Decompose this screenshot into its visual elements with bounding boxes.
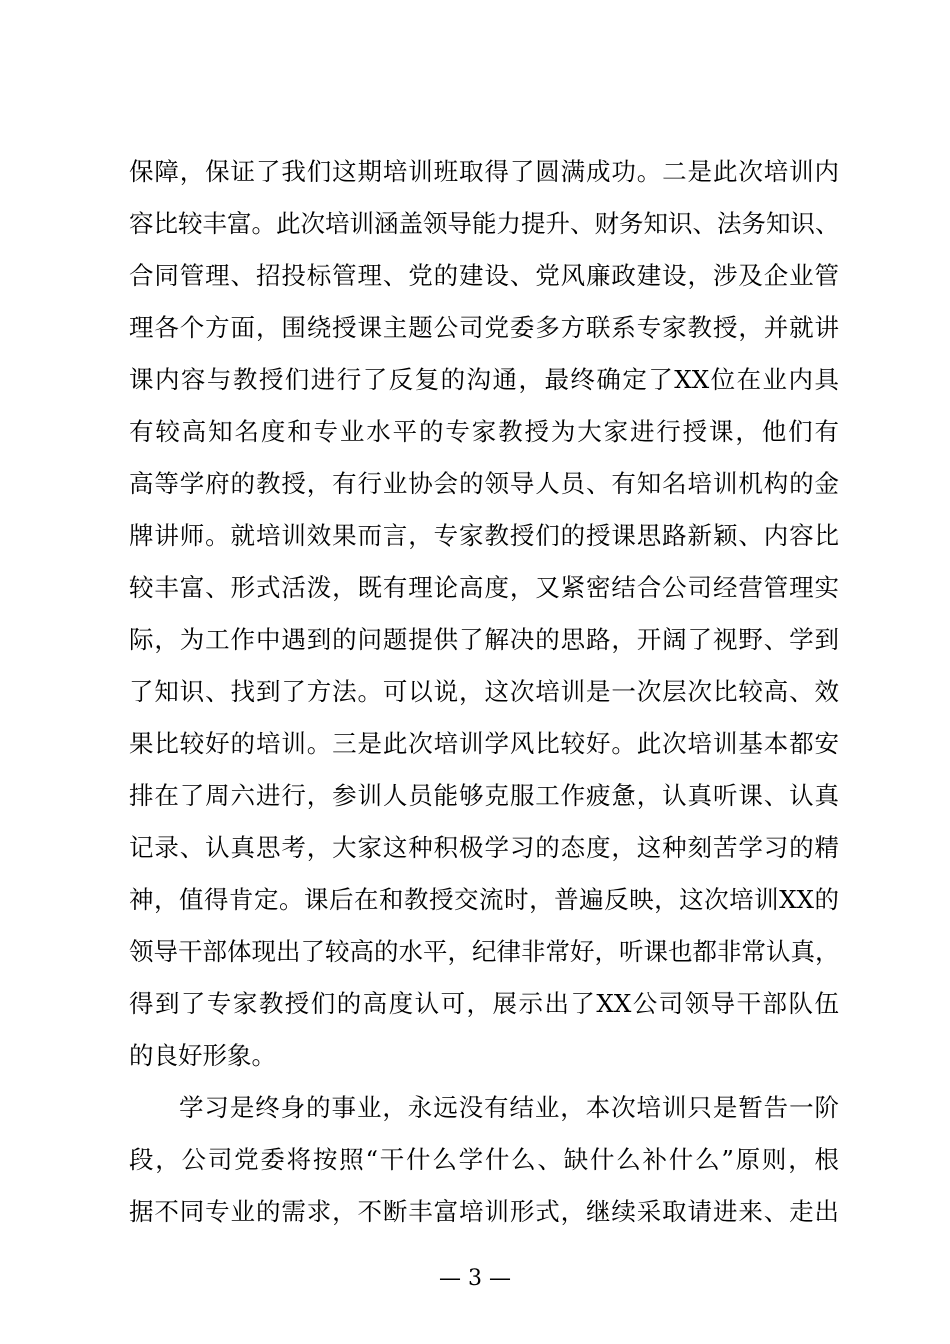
text-line: 保障，保证了我们这期培训班取得了圆满成功。二是此次培训内 <box>129 157 839 186</box>
text-line: 学习是终身的事业，永远没有结业，本次培训只是暂告一阶 <box>179 1093 839 1122</box>
text-line: 理各个方面，围绕授课主题公司党委多方联系专家教授，并就讲 <box>129 313 839 342</box>
text-line: 记录、认真思考，大家这种积极学习的态度，这种刻苦学习的精 <box>129 833 839 862</box>
text-line: 课内容与教授们进行了反复的沟通，最终确定了XX位在业内具 <box>129 365 839 394</box>
text-line: 了知识、找到了方法。可以说，这次培训是一次层次比较高、效 <box>129 677 839 706</box>
text-line: 果比较好的培训。三是此次培训学风比较好。此次培训基本都安 <box>129 729 839 758</box>
text-line: 神，值得肯定。课后在和教授交流时，普遍反映，这次培训XX的 <box>129 885 839 914</box>
text-line: 领导干部体现出了较高的水平，纪律非常好，听课也都非常认真， <box>129 937 840 966</box>
text-line: 得到了专家教授们的高度认可，展示出了XX公司领导干部队伍 <box>129 989 839 1018</box>
text-line: 的良好形象。 <box>129 1041 276 1070</box>
text-line: 牌讲师。就培训效果而言，专家教授们的授课思路新颖、内容比 <box>129 521 839 550</box>
text-line: 据不同专业的需求，不断丰富培训形式，继续采取请进来、走出 <box>129 1197 839 1226</box>
text-line: 排在了周六进行，参训人员能够克服工作疲惫，认真听课、认真 <box>129 781 839 810</box>
text-line: 容比较丰富。此次培训涵盖领导能力提升、财务知识、法务知识、 <box>129 209 840 238</box>
text-line: 际，为工作中遇到的问题提供了解决的思路，开阔了视野、学到 <box>129 625 839 654</box>
text-line: 有较高知名度和专业水平的专家教授为大家进行授课，他们有 <box>129 417 839 446</box>
text-line: 高等学府的教授，有行业协会的领导人员、有知名培训机构的金 <box>129 469 839 498</box>
text-line: 较丰富、形式活泼，既有理论高度，又紧密结合公司经营管理实 <box>129 573 839 602</box>
page-number: — 3 — <box>439 1266 511 1291</box>
text-line: 段，公司党委将按照“干什么学什么、缺什么补什么”原则，根 <box>129 1145 839 1174</box>
text-line: 合同管理、招投标管理、党的建设、党风廉政建设，涉及企业管 <box>129 261 839 290</box>
